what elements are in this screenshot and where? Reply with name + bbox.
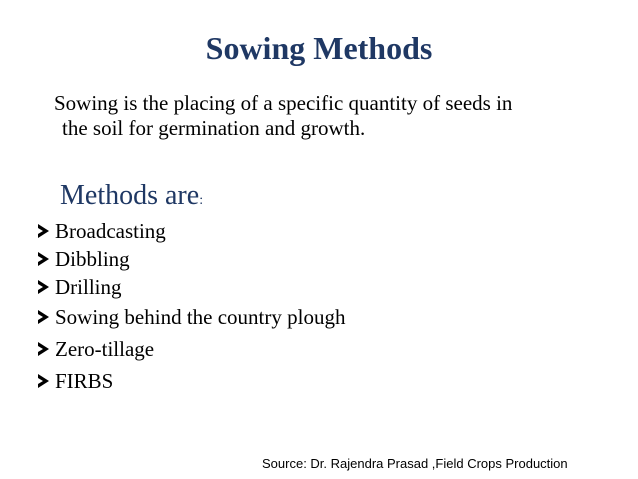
arrow-bullet-icon: [38, 374, 49, 388]
method-label: Dibbling: [55, 246, 130, 271]
method-label: Sowing behind the country plough: [55, 304, 346, 329]
list-item: [38, 273, 345, 301]
source-citation: Source: Dr. Rajendra Prasad ,Field Crops Production: [262, 456, 568, 471]
method-list: [38, 217, 345, 397]
arrow-bullet-icon: [38, 252, 49, 266]
intro-paragraph: [54, 91, 624, 141]
method-label: FIRBS: [55, 368, 114, 393]
method-label: Zero-tillage: [55, 336, 155, 361]
list-item: [38, 333, 345, 365]
intro-line-2: the soil for germination and growth.: [62, 116, 366, 140]
slide-title: Sowing Methods: [205, 30, 433, 66]
methods-heading-colon: :: [199, 193, 204, 208]
method-label: Drilling: [55, 274, 122, 299]
arrow-bullet-icon: [38, 224, 49, 238]
intro-line-1: Sowing is the placing of a specific quantity of seeds in: [54, 91, 513, 115]
arrow-bullet-icon: [38, 342, 49, 356]
methods-heading-label: Methods are: [60, 180, 200, 211]
arrow-bullet-icon: [38, 280, 49, 294]
method-label: Broadcasting: [55, 218, 166, 243]
list-item: [38, 217, 345, 245]
list-item: [38, 245, 345, 273]
list-item: [38, 365, 345, 397]
list-item: [38, 301, 345, 333]
arrow-bullet-icon: [38, 310, 49, 324]
methods-heading: [60, 179, 203, 218]
